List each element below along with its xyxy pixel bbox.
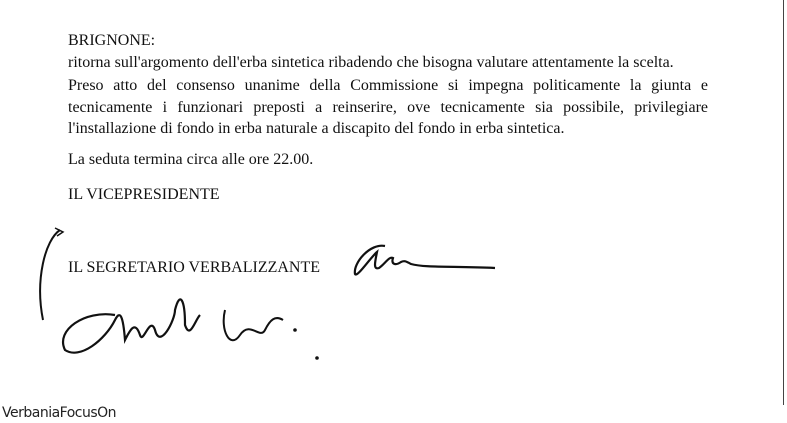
signature-vicepresidente [345, 238, 515, 283]
paragraph-line: l'installazione di fondo in erba naturale a discapito del fondo in erba sintetica. [68, 120, 565, 137]
closing-line: La seduta termina circa alle ore 22.00. [68, 151, 314, 168]
page-edge-divider [783, 0, 784, 405]
paragraph-line: Preso atto del consenso unanime della Commissione si impegna politicamente la giunta e [68, 77, 708, 94]
paragraph-line: tecnicamente i funzionari preposti a reinserire, ove tecnicamente sia possibile, privilegiare [68, 98, 708, 116]
watermark: VerbaniaFocusOn [2, 405, 117, 421]
speaker-text: ritorna sull'argomento dell'erba sintetica ribadendo che bisogna valutare attentamente la scelta. [68, 54, 674, 71]
vicepresidente-label: IL VICEPRESIDENTE [68, 186, 220, 203]
speaker-name: BRIGNONE: [68, 32, 156, 49]
segretario-label: IL SEGRETARIO VERBALIZZANTE [68, 259, 321, 276]
resolution-paragraph [68, 75, 708, 140]
signature-segretario [25, 220, 335, 370]
